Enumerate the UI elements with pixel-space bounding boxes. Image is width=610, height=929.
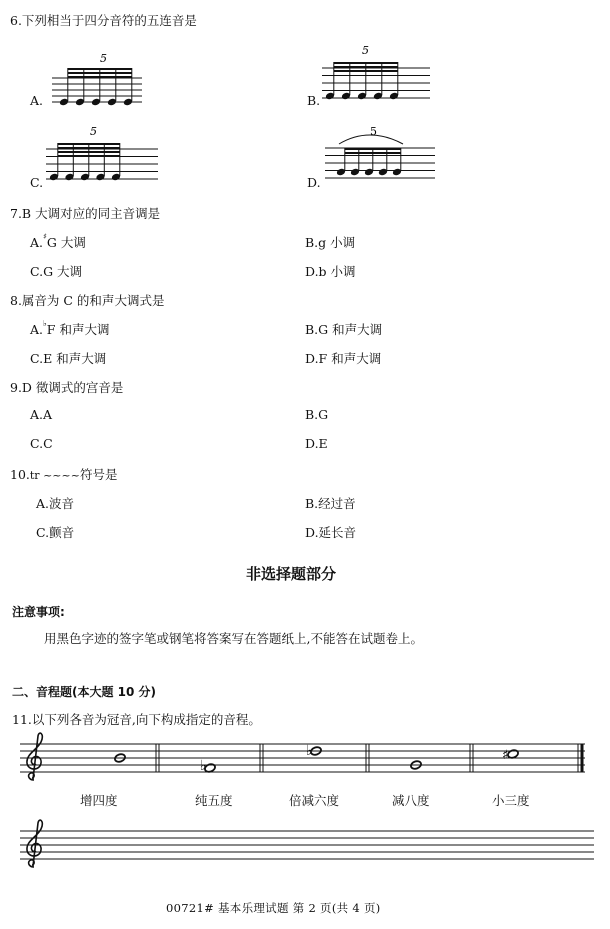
- q10-stem: [10, 465, 117, 483]
- beam: [58, 147, 120, 149]
- q6-option-b-notation: [322, 42, 434, 110]
- q10-option-a: A.波音: [36, 496, 75, 511]
- q10-option-c: C.颤音: [36, 525, 75, 540]
- beam: [334, 62, 398, 64]
- beam: [334, 66, 398, 68]
- q8-option-d: D.F 和声大调: [305, 351, 382, 366]
- q10-stem-prefix: 10.: [10, 467, 30, 482]
- staff-lines: [20, 744, 585, 772]
- q6-option-c-tuplet-number: 5: [90, 125, 97, 138]
- q9-option-c: C.C: [30, 436, 53, 451]
- q6-option-a-notation: [52, 50, 152, 110]
- flat-icon: ♭: [43, 319, 47, 328]
- q6-option-d-notation: [325, 122, 437, 190]
- q8-option-b: B.G 和声大调: [305, 322, 383, 337]
- q9-option-a: A.A: [30, 407, 53, 422]
- notice-text: 用黑色字迹的签字笔或钢笔将答案写在答题纸上,不能答在试题卷上。: [44, 631, 423, 646]
- interval-staff: [20, 732, 590, 782]
- page-footer: 00721# 基本乐理试题 第 2 页(共 4 页): [166, 901, 381, 915]
- q9-option-b: B.G: [305, 407, 329, 422]
- q8-stem: 8.属音为 C 的和声大调式是: [10, 293, 165, 308]
- interval-label: 小三度: [492, 793, 530, 808]
- q10-option-d: D.延长音: [305, 525, 357, 540]
- flat-icon: ♭: [200, 758, 207, 774]
- sharp-icon: ♯: [502, 748, 509, 763]
- beam: [334, 70, 398, 72]
- q7-option-a: [30, 233, 86, 251]
- beam: [68, 68, 132, 70]
- notice-title: 注意事项:: [12, 605, 65, 619]
- beam: [58, 143, 120, 145]
- q6-option-b-tuplet-number: 5: [362, 44, 369, 57]
- q7-option-a-text: G 大调: [46, 235, 86, 250]
- interval-label: 纯五度: [195, 793, 233, 808]
- q7-option-c: C.G 大调: [30, 264, 83, 279]
- q9-stem: 9.D 徵调式的宫音是: [10, 380, 124, 395]
- q6-option-a-letter: A.: [30, 93, 44, 108]
- staff-lines: [322, 68, 430, 98]
- q6-option-d-letter: D.: [307, 175, 321, 190]
- treble-clef-icon: [27, 733, 42, 780]
- beam: [345, 152, 401, 154]
- q7-option-b: B.g 小调: [305, 235, 356, 250]
- q7-option-a-prefix: A.: [30, 235, 44, 250]
- q8-option-a-prefix: A.: [30, 322, 44, 337]
- q6-option-c-letter: C.: [30, 175, 44, 190]
- part-title: 非选择题部分: [246, 565, 337, 583]
- beam: [68, 76, 132, 78]
- beam: [345, 148, 401, 150]
- q7-stem: 7.B 大调对应的同主音调是: [10, 206, 161, 221]
- interval-label: 减八度: [392, 793, 430, 808]
- staff-lines: [52, 78, 142, 102]
- staff-lines: [20, 831, 594, 859]
- q8-option-a: [30, 320, 109, 338]
- beam: [58, 151, 120, 153]
- trill-symbol: tr ~~~~: [29, 469, 80, 482]
- sharp-icon: ♯: [43, 232, 47, 241]
- interval-label: 倍减六度: [289, 793, 340, 808]
- q11-stem: 11.以下列各音为冠音,向下构成指定的音程。: [12, 712, 261, 727]
- q9-option-d: D.E: [305, 436, 328, 451]
- q8-option-c: C.E 和声大调: [30, 351, 107, 366]
- q10-option-b: B.经过音: [305, 496, 356, 511]
- beam: [58, 155, 120, 157]
- q10-stem-suffix: 符号是: [79, 467, 118, 482]
- interval-label: 增四度: [80, 793, 118, 808]
- q8-option-a-text: F 和声大调: [46, 322, 110, 337]
- q7-option-d: D.b 小调: [305, 264, 356, 279]
- q6-option-c-notation: [46, 123, 158, 191]
- section-title: 二、音程题(本大题 10 分): [12, 685, 157, 699]
- q6-stem: 6.下列相当于四分音符的五连音是: [10, 13, 197, 28]
- flat-icon: ♭: [306, 743, 313, 759]
- q6-option-a-tuplet-number: 5: [100, 52, 107, 65]
- answer-staff: [20, 817, 595, 872]
- q6-option-b-letter: B.: [307, 93, 321, 108]
- treble-clef-icon: [27, 820, 42, 867]
- q6-option-d-tuplet-number: 5: [370, 125, 377, 138]
- beam: [68, 72, 132, 74]
